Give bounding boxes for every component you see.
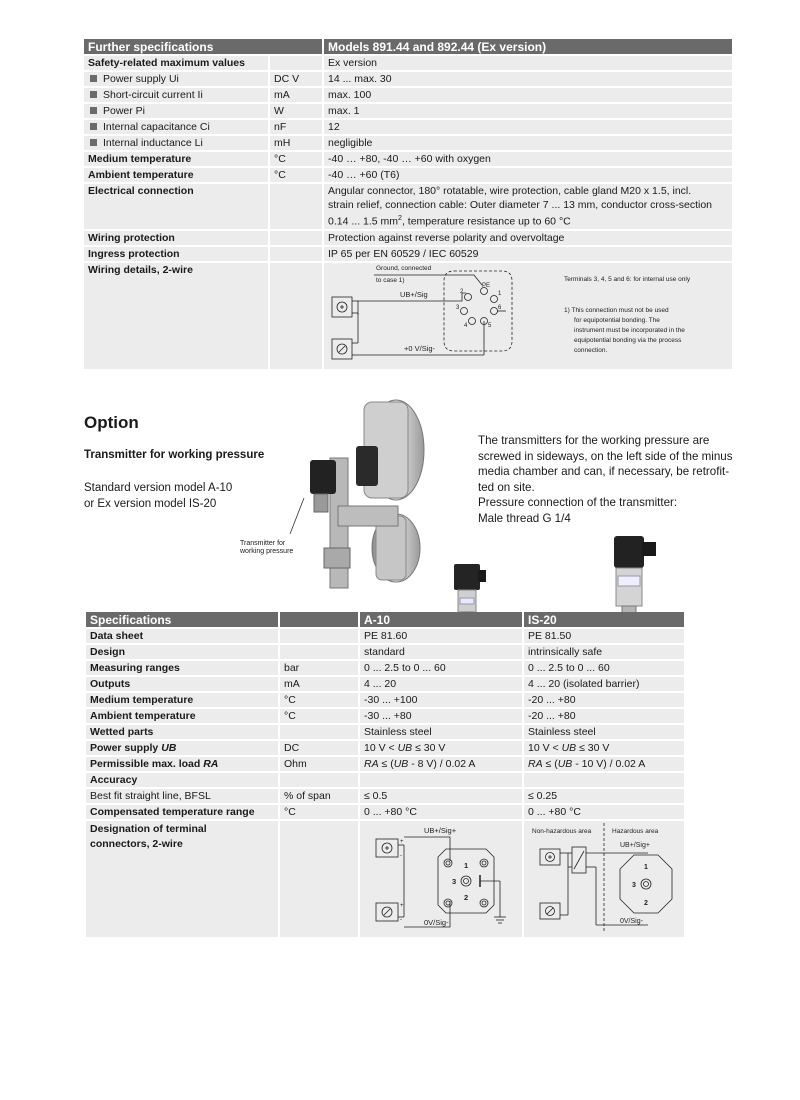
terminal-4: 4 [464, 323, 468, 329]
row-is20: ≤ 0.25 [524, 789, 686, 805]
row-is20 [524, 741, 686, 757]
table-row [86, 741, 686, 757]
table-row [84, 120, 734, 136]
power-label: Power supply [90, 742, 162, 754]
terminal-2: 2 [460, 289, 464, 295]
row-label: Ambient temperature [86, 709, 280, 725]
row-a10 [360, 773, 524, 789]
is20-pin-3: 3 [632, 882, 636, 889]
row-a10: -30 ... +100 [360, 693, 524, 709]
table-row [84, 72, 734, 88]
row-label [86, 741, 280, 757]
option-description [478, 433, 733, 527]
row-value: -40 … +80, -40 … +60 with oxygen [324, 152, 734, 168]
row-label [84, 136, 270, 152]
power-is20-symbol: UB [561, 742, 577, 754]
table-row [86, 629, 686, 645]
power-is20-pre: 10 V < [528, 742, 562, 754]
row-unit: bar [280, 661, 360, 677]
row-label: Wiring protection [84, 231, 270, 247]
desc-line: Male thread G 1/4 [478, 511, 571, 525]
row-a10: PE 81.60 [360, 629, 524, 645]
row-unit: °C [270, 168, 324, 184]
specs-header-label: Specifications [86, 612, 280, 629]
row-is20 [524, 773, 686, 789]
row-unit: mA [280, 677, 360, 693]
specs-header-is20: IS-20 [524, 612, 686, 629]
power-a10-post: ≤ 30 V [412, 742, 446, 754]
table-row [86, 645, 686, 661]
footnote-line-5: connection. [574, 347, 608, 354]
load-a10-mid: ≤ ( [378, 758, 394, 770]
bullet-square-icon [90, 91, 97, 98]
load-is20-symbol-2: UB [557, 758, 573, 770]
row-unit [280, 821, 360, 939]
row-unit: mH [270, 136, 324, 152]
row-unit: °C [280, 693, 360, 709]
row-unit: mA [270, 88, 324, 104]
a10-pin-1: 1 [464, 861, 469, 870]
row-value: Ex version [324, 56, 734, 72]
a10-pin-3: 3 [452, 877, 457, 886]
row-a10 [360, 757, 524, 773]
is20-diagram-cell [524, 821, 686, 939]
row-label [86, 821, 280, 939]
table-row [84, 152, 734, 168]
footnote-line-3: instrument must be incorporated in the [574, 327, 685, 334]
table-row [86, 789, 686, 805]
electrical-line-3b: , temperature resistance up to 60 °C [401, 215, 571, 228]
row-a10: 0 ... 2.5 to 0 ... 60 [360, 661, 524, 677]
row-label: Electrical connection [84, 184, 270, 231]
row-label: Compensated temperature range [86, 805, 280, 821]
power-a10-symbol: UB [397, 742, 413, 754]
caption-line-2: working pressure [240, 548, 294, 555]
further-header-right: Models 891.44 and 892.44 (Ex version) [324, 39, 734, 56]
terminal-6: 6 [498, 305, 502, 311]
electrical-line-3: 0.14 ... 1.5 $mm^2$, temperature resistance up to 60 °C [328, 215, 571, 228]
row-label: Safety-related maximum values [84, 56, 270, 72]
option-title: Option [84, 413, 139, 432]
is20-zero-label: 0V/Sig- [620, 918, 643, 925]
a10-plus-1: + [400, 839, 404, 845]
row-a10: 4 ... 20 [360, 677, 524, 693]
row-a10 [360, 741, 524, 757]
row-label [84, 88, 270, 104]
desc-line: Pressure connection of the transmitter: [478, 496, 678, 510]
row-value [324, 184, 734, 231]
row-unit [270, 184, 324, 231]
wiring-details-diagram [324, 263, 732, 365]
row-label: Design [86, 645, 280, 661]
row-is20: 0 ... +80 °C [524, 805, 686, 821]
row-is20: 0 ... 2.5 to 0 ... 60 [524, 661, 686, 677]
row-label: Accuracy [86, 773, 280, 789]
electrical-line-3a: 0.14 ... 1.5 mm [328, 215, 399, 228]
row-unit: °C [280, 709, 360, 725]
table-row [84, 247, 734, 263]
row-unit: DC [280, 741, 360, 757]
a10-diagram-cell [360, 821, 524, 939]
row-label: Best fit straight line, BFSL [86, 789, 280, 805]
row-value: negligible [324, 136, 734, 152]
row-label-text: Short-circuit current Ii [103, 89, 203, 101]
table-row [86, 821, 686, 939]
row-label [84, 104, 270, 120]
row-unit: W [270, 104, 324, 120]
wiring-diagram-cell [324, 263, 734, 371]
table-row [86, 725, 686, 741]
row-is20: 4 ... 20 (isolated barrier) [524, 677, 686, 693]
row-label: Ingress protection [84, 247, 270, 263]
specs-header-a10: A-10 [360, 612, 524, 629]
further-header-row [84, 39, 734, 56]
row-unit: Ohm [280, 757, 360, 773]
load-label-symbol: RA [203, 758, 219, 770]
table-row [86, 677, 686, 693]
row-unit [280, 773, 360, 789]
standard-version-line: Standard version model A-10 [84, 482, 233, 494]
row-label-text: Internal inductance Li [103, 137, 203, 149]
a10-minus-1: - [400, 853, 402, 859]
row-unit [270, 263, 324, 371]
terminals-note: Terminals 3, 4, 5 and 6: for internal use only [564, 276, 691, 283]
non-hazardous-area-label: Non-hazardous area [532, 828, 592, 835]
ub-sig-label: UB+/Sig [400, 290, 428, 299]
row-label: Medium temperature [84, 152, 270, 168]
row-unit [270, 231, 324, 247]
row-a10: Stainless steel [360, 725, 524, 741]
bullet-square-icon [90, 75, 97, 82]
power-a10-pre: 10 V < [364, 742, 398, 754]
desc-line: The transmitters for the working pressure are [478, 434, 710, 447]
row-label [84, 120, 270, 136]
row-is20 [524, 757, 686, 773]
table-row [84, 56, 734, 72]
row-label: Wiring details, 2-wire [84, 263, 270, 371]
row-is20: -20 ... +80 [524, 709, 686, 725]
row-unit: °C [270, 152, 324, 168]
bullet-square-icon [90, 139, 97, 146]
table-row [84, 136, 734, 152]
row-label: Outputs [86, 677, 280, 693]
row-label-text: Power Pi [103, 105, 146, 117]
table-row [84, 231, 734, 247]
caption-line-1: Transmitter for [240, 540, 286, 547]
row-value: -40 … +60 (T6) [324, 168, 734, 184]
row-label [86, 757, 280, 773]
table-row [86, 757, 686, 773]
table-row [84, 88, 734, 104]
row-value: 12 [324, 120, 734, 136]
row-unit [280, 645, 360, 661]
hazardous-area-label: Hazardous area [612, 828, 659, 835]
a10-ub-label: UB+/Sig+ [424, 826, 457, 835]
row-unit [270, 247, 324, 263]
table-row [84, 263, 734, 371]
a10-terminal-diagram [360, 821, 522, 933]
desc-line: media chamber and can, if necessary, be retrofit- [478, 465, 730, 479]
row-label-text: Internal capacitance Ci [103, 121, 210, 133]
row-is20: PE 81.50 [524, 629, 686, 645]
table-row [84, 184, 734, 231]
row-unit [280, 725, 360, 741]
electrical-line-1: Angular connector, 180° rotatable, wire protection, cable gland M20 x 1.5, incl. [328, 185, 692, 197]
row-is20: intrinsically safe [524, 645, 686, 661]
footnote-line-1: 1) This connection must not be used [564, 307, 669, 314]
table-row [86, 709, 686, 725]
load-a10-post: - 8 V) / 0.02 A [408, 758, 476, 770]
gauge-with-transmitter-image [236, 398, 466, 598]
row-value: IP 65 per EN 60529 / IEC 60529 [324, 247, 734, 263]
row-unit: DC V [270, 72, 324, 88]
row-value: 14 ... max. 30 [324, 72, 734, 88]
row-unit [270, 56, 324, 72]
row-a10: -30 ... +80 [360, 709, 524, 725]
option-versions [84, 480, 232, 512]
row-value: Protection against reverse polarity and overvoltage [324, 231, 734, 247]
further-header-left: Further specifications [84, 39, 324, 56]
specifications-table [86, 612, 686, 939]
row-a10: standard [360, 645, 524, 661]
a10-zero-label: 0V/Sig- [424, 918, 449, 927]
row-a10: ≤ 0.5 [360, 789, 524, 805]
table-row [86, 661, 686, 677]
row-unit: nF [270, 120, 324, 136]
a10-pin-2: 2 [464, 893, 469, 902]
load-label: Permissible max. load [90, 758, 204, 770]
designation-line-2: connectors, 2-wire [90, 838, 183, 850]
row-is20: Stainless steel [524, 725, 686, 741]
row-unit: % of span [280, 789, 360, 805]
table-row [84, 104, 734, 120]
zero-sig-label: +0 V/Sig- [404, 344, 436, 353]
table-row [86, 805, 686, 821]
a10-minus-2: - [400, 917, 402, 923]
is20-pin-2: 2 [644, 900, 648, 907]
is20-pin-1: 1 [644, 864, 648, 871]
is20-ub-label: UB+/Sig+ [620, 842, 650, 849]
power-label-symbol: UB [161, 742, 177, 754]
table-row [84, 168, 734, 184]
load-is20-symbol-1: RA [528, 758, 543, 770]
ex-version-line: or Ex version model IS-20 [84, 498, 217, 510]
row-unit: °C [280, 805, 360, 821]
row-label: Wetted parts [86, 725, 280, 741]
power-is20-post: ≤ 30 V [576, 742, 610, 754]
row-label: Medium temperature [86, 693, 280, 709]
footnote-line-4: equipotential bonding via the process [574, 337, 682, 344]
row-value: max. 100 [324, 88, 734, 104]
terminal-1: 1 [498, 291, 502, 297]
row-label: Measuring ranges [86, 661, 280, 677]
desc-line: screwed in sideways, on the left side of the minus [478, 449, 733, 463]
transmitter-caption [240, 540, 293, 556]
row-label: Data sheet [86, 629, 280, 645]
electrical-line-2: strain relief, connection cable: Outer diameter 7 ... 13 mm, conductor cross-section [328, 198, 713, 211]
row-is20: -20 ... +80 [524, 693, 686, 709]
row-label-text: Power supply Ui [103, 73, 179, 85]
terminal-3: 3 [456, 305, 460, 311]
specs-header-unit [280, 612, 360, 629]
table-row [86, 693, 686, 709]
load-is20-post: - 10 V) / 0.02 A [572, 758, 646, 770]
row-label [84, 72, 270, 88]
terminal-5: 5 [488, 323, 492, 329]
load-a10-symbol-1: RA [364, 758, 379, 770]
a10-plus-2: + [400, 903, 404, 909]
footnote-line-2: for equipotential bonding. The [574, 317, 660, 324]
bullet-square-icon [90, 123, 97, 130]
ground-label-1: Ground, connected [376, 265, 432, 272]
load-is20-mid: ≤ ( [542, 758, 558, 770]
ground-label-2: to case 1) [376, 277, 405, 284]
row-value: max. 1 [324, 104, 734, 120]
is20-terminal-diagram [524, 821, 684, 933]
row-a10: 0 ... +80 °C [360, 805, 524, 821]
bullet-square-icon [90, 107, 97, 114]
specs-header-row [86, 612, 686, 629]
row-label: Ambient temperature [84, 168, 270, 184]
desc-line: ted on site. [478, 480, 535, 494]
table-row [86, 773, 686, 789]
option-subtitle: Transmitter for working pressure [84, 449, 265, 461]
designation-line-1: Designation of terminal [90, 823, 207, 835]
further-specifications-table [84, 39, 734, 371]
load-a10-symbol-2: UB [393, 758, 409, 770]
row-unit [280, 629, 360, 645]
pe-label: PE [482, 283, 491, 289]
